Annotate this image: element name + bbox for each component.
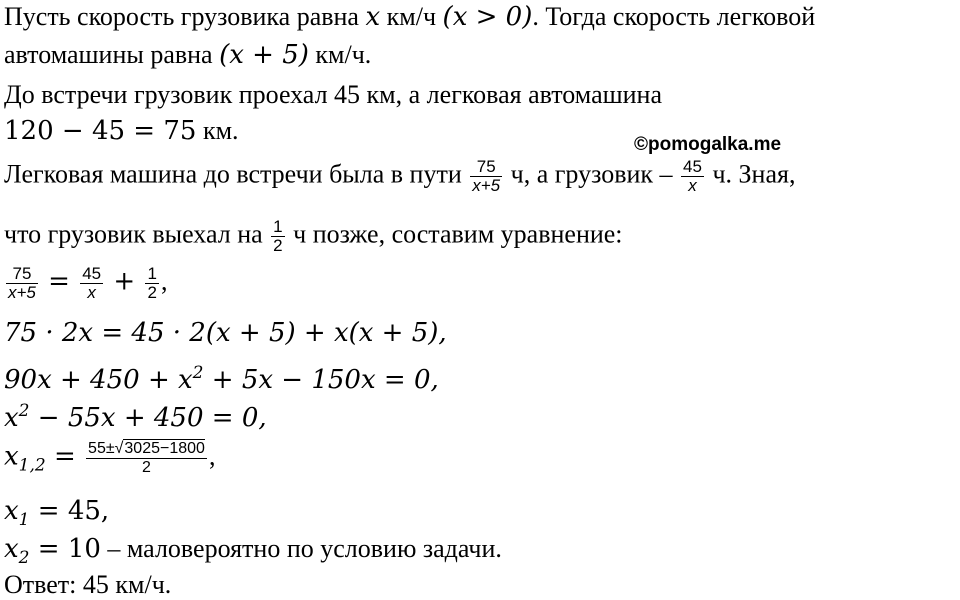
text: ч. Зная, bbox=[705, 159, 796, 189]
math-expr: 75 · 2x = 45 · 2(x + 5) + x(x + 5), bbox=[4, 318, 447, 348]
fraction-denominator: x+5 bbox=[472, 176, 501, 195]
exponent: 2 bbox=[192, 363, 204, 383]
radicand: 3025−1800 bbox=[124, 440, 205, 457]
equals-sign: = bbox=[45, 441, 85, 472]
math-expr: − 55x + 450 = 0, bbox=[29, 403, 267, 433]
fraction-numerator: 75 bbox=[6, 265, 38, 284]
subscript: 1,2 bbox=[18, 455, 46, 476]
equation-3 bbox=[4, 358, 439, 395]
equation-5 bbox=[4, 440, 215, 480]
fraction-numerator: 75 bbox=[470, 158, 502, 177]
math-expr: x bbox=[4, 403, 19, 433]
equation-1 bbox=[4, 265, 167, 302]
math-expr: = 10 bbox=[29, 534, 101, 564]
math-expr: + 5x − 150x = 0, bbox=[203, 365, 439, 395]
math-var: x bbox=[4, 441, 19, 472]
text: Пусть скорость грузовика равна bbox=[4, 2, 366, 31]
fraction-denominator: x bbox=[87, 283, 96, 302]
comma: , bbox=[160, 266, 168, 296]
fraction bbox=[681, 158, 704, 195]
answer-text: Ответ: 45 км/ч. bbox=[4, 570, 172, 599]
text: км. bbox=[196, 116, 239, 145]
text: Легковая машина до встречи была в пути bbox=[4, 159, 469, 189]
text-line-5 bbox=[4, 158, 795, 195]
equation-6 bbox=[4, 496, 109, 535]
math-var: x bbox=[365, 2, 381, 32]
exponent: 2 bbox=[18, 401, 30, 421]
text: – маловероятно по условию задачи. bbox=[100, 534, 502, 563]
math-condition: (x > 0) bbox=[442, 2, 533, 32]
text-line-2 bbox=[4, 40, 371, 70]
fraction-denominator: 2 bbox=[273, 236, 283, 255]
fraction-numerator: 45 bbox=[82, 264, 102, 283]
text-line-4 bbox=[4, 116, 239, 146]
text: км/ч. bbox=[308, 40, 372, 69]
equation-7 bbox=[4, 534, 502, 573]
watermark-text: ©pomogalka.me bbox=[634, 134, 782, 155]
fraction-numerator bbox=[86, 440, 207, 459]
radical-sign: √ bbox=[114, 440, 124, 457]
fraction bbox=[80, 265, 103, 302]
text: ч позже, составим уравнение: bbox=[286, 219, 623, 249]
math-var: x bbox=[4, 534, 19, 564]
math-var: x bbox=[4, 496, 19, 526]
math-expr: = 45, bbox=[29, 496, 110, 526]
equation-2 bbox=[4, 318, 447, 348]
text-line-3 bbox=[4, 80, 662, 110]
math-expr: (x + 5) bbox=[219, 40, 309, 70]
fraction-denominator: x+5 bbox=[8, 283, 36, 302]
fraction bbox=[145, 265, 158, 302]
fraction-denominator: 2 bbox=[147, 283, 157, 302]
subscript: 1 bbox=[18, 510, 30, 530]
fraction-denominator: 2 bbox=[142, 459, 151, 476]
fraction bbox=[6, 265, 38, 302]
math-expr: 120 − 45 = 75 bbox=[4, 116, 197, 146]
fraction bbox=[470, 158, 502, 195]
fraction-numerator: 45 bbox=[683, 157, 702, 176]
fraction-numerator: 1 bbox=[273, 217, 283, 236]
text-line-6 bbox=[4, 218, 623, 255]
answer-line bbox=[4, 570, 171, 600]
text: . Тогда скорость легковой bbox=[532, 2, 816, 31]
numerator-part: 55± bbox=[88, 440, 115, 457]
fraction bbox=[271, 218, 284, 255]
equation-4 bbox=[4, 396, 267, 433]
text: км/ч bbox=[380, 2, 443, 31]
text-line-1 bbox=[4, 2, 815, 32]
text: ч, а грузовик – bbox=[504, 159, 680, 189]
text: что грузовик выехал на bbox=[4, 219, 270, 249]
fraction-numerator: 1 bbox=[147, 264, 157, 283]
fraction-denominator: x bbox=[688, 176, 697, 195]
comma: , bbox=[208, 441, 216, 471]
subscript: 2 bbox=[18, 548, 30, 568]
text: автомашины равна bbox=[4, 40, 220, 69]
fraction bbox=[86, 440, 207, 477]
plus-sign: + bbox=[105, 266, 144, 297]
math-expr: 90x + 450 + x bbox=[4, 365, 193, 395]
equals-sign: = bbox=[39, 266, 79, 297]
text: До встречи грузовик проехал 45 км, а легковая автомашина bbox=[4, 80, 662, 109]
